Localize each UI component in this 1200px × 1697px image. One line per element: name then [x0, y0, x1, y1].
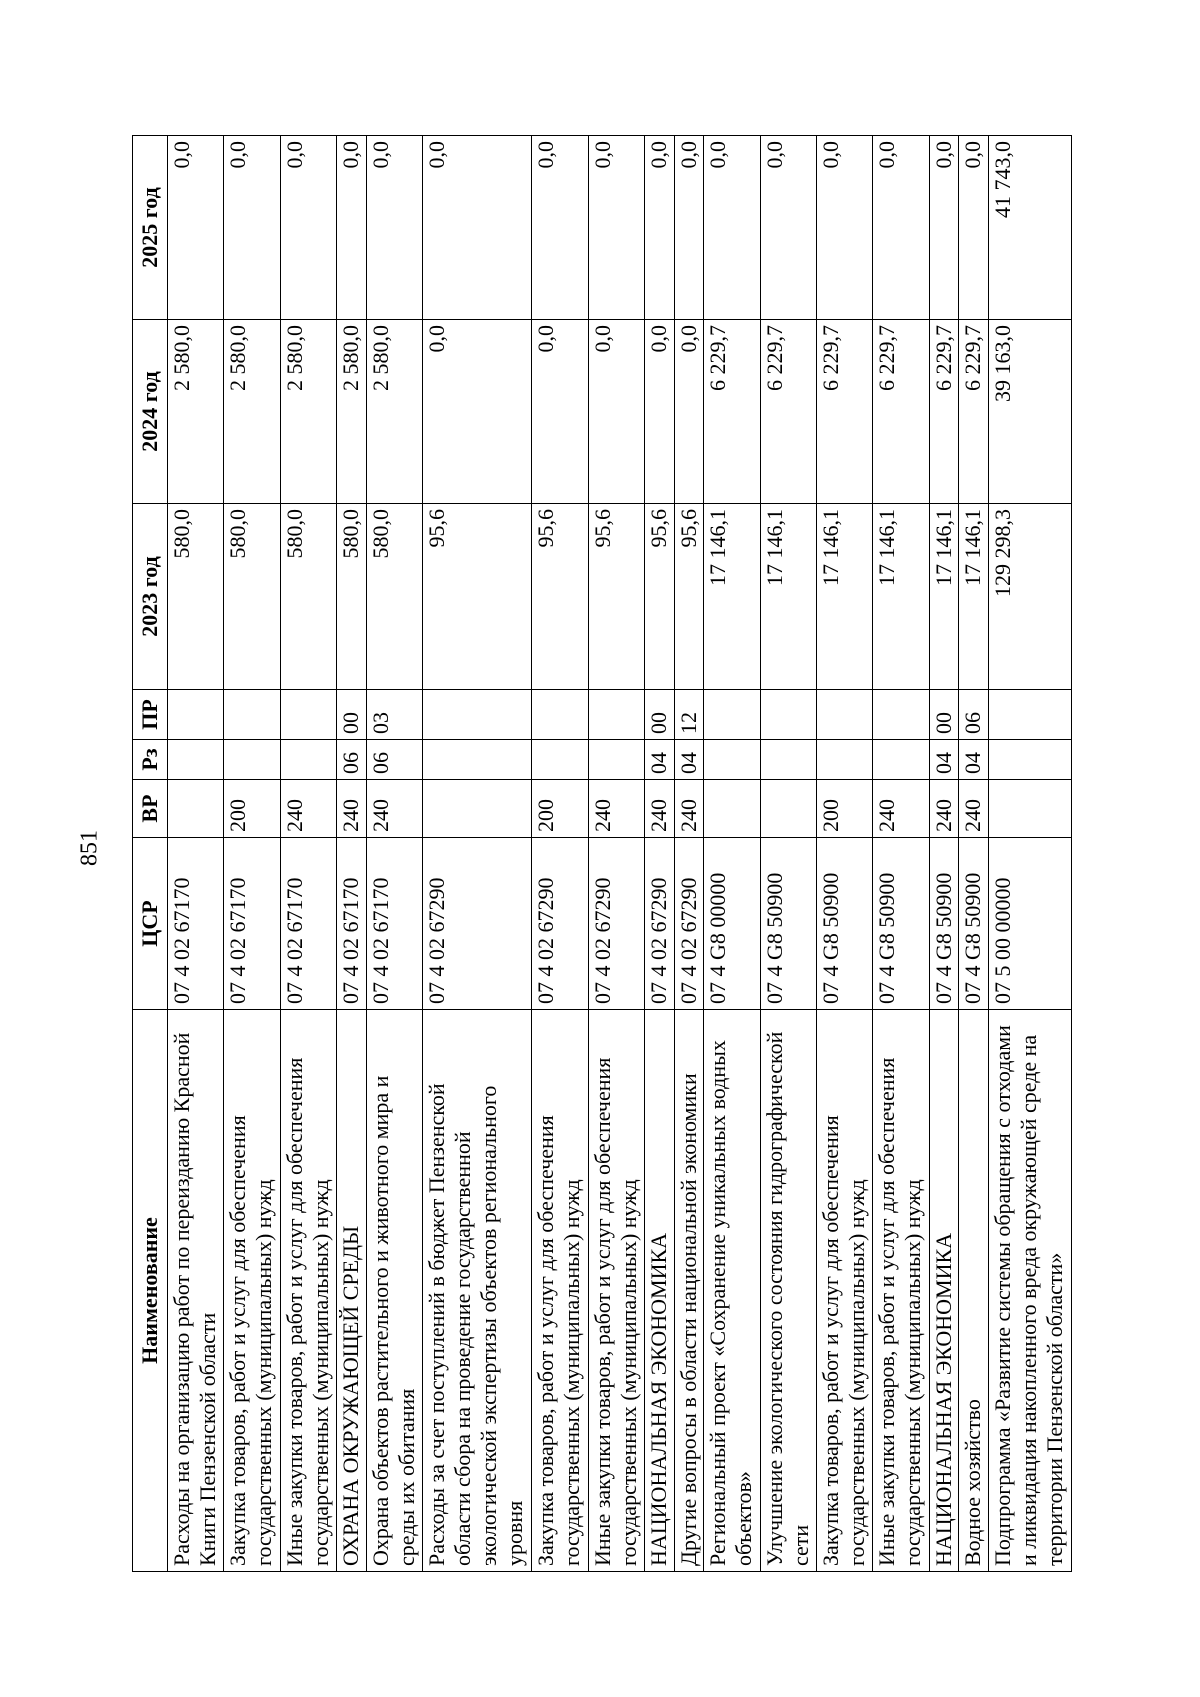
cell-2024: 6 229,7 [959, 320, 989, 504]
table-row [422, 136, 532, 1572]
cell-2025: 0,0 [366, 136, 422, 320]
table-row [366, 136, 422, 1572]
cell-rz [816, 740, 872, 780]
cell-name: Охрана объектов растительного и животного мира и среды их обитания [366, 1010, 422, 1572]
cell-pr [224, 690, 280, 740]
cell-pr [704, 690, 760, 740]
page-number: 851 [76, 830, 103, 866]
header-csr: ЦСР [133, 838, 168, 1010]
cell-csr: 07 4 02 67290 [588, 838, 644, 1010]
cell-2023: 95,6 [645, 504, 675, 690]
cell-2024: 0,0 [422, 320, 532, 504]
cell-pr [168, 690, 224, 740]
cell-csr: 07 4 02 67170 [168, 838, 224, 1010]
cell-2025: 0,0 [674, 136, 704, 320]
cell-pr [588, 690, 644, 740]
cell-pr [816, 690, 872, 740]
cell-2025: 0,0 [280, 136, 336, 320]
cell-rz [588, 740, 644, 780]
cell-2024: 6 229,7 [873, 320, 929, 504]
table-row [588, 136, 644, 1572]
cell-vr: 200 [532, 780, 588, 838]
header-2025: 2025 год [133, 136, 168, 320]
table-header-row [133, 136, 168, 1572]
cell-2023: 17 146,1 [760, 504, 816, 690]
cell-2025: 0,0 [816, 136, 872, 320]
cell-name: Закупка товаров, работ и услуг для обеспечения государственных (муниципальных) нужд [816, 1010, 872, 1572]
cell-rz: 04 [674, 740, 704, 780]
cell-vr [422, 780, 532, 838]
cell-csr: 07 4 G8 50900 [816, 838, 872, 1010]
cell-csr: 07 4 G8 50900 [760, 838, 816, 1010]
cell-2024: 6 229,7 [929, 320, 959, 504]
cell-pr: 00 [336, 690, 366, 740]
cell-pr [873, 690, 929, 740]
cell-name: Расходы за счет поступлений в бюджет Пензенской области сбора на проведение государственной экологической экспертизы объектов регионального уровня [422, 1010, 532, 1572]
cell-2023: 580,0 [224, 504, 280, 690]
table-row [224, 136, 280, 1572]
cell-csr: 07 4 02 67170 [366, 838, 422, 1010]
cell-name: Улучшение экологического состояния гидрографической сети [760, 1010, 816, 1572]
cell-vr: 240 [645, 780, 675, 838]
cell-vr: 200 [816, 780, 872, 838]
cell-pr: 03 [366, 690, 422, 740]
cell-name: НАЦИОНАЛЬНАЯ ЭКОНОМИКА [929, 1010, 959, 1572]
cell-2024: 0,0 [645, 320, 675, 504]
cell-pr: 00 [929, 690, 959, 740]
cell-2023: 95,6 [422, 504, 532, 690]
table-row [988, 136, 1071, 1572]
cell-name: Иные закупки товаров, работ и услуг для обеспечения государственных (муниципальных) нужд [280, 1010, 336, 1572]
cell-name: Другие вопросы в области национальной экономики [674, 1010, 704, 1572]
table-row [674, 136, 704, 1572]
table-row [168, 136, 224, 1572]
cell-pr: 06 [959, 690, 989, 740]
cell-vr [168, 780, 224, 838]
cell-2024: 2 580,0 [168, 320, 224, 504]
cell-2024: 39 163,0 [988, 320, 1071, 504]
cell-name: Иные закупки товаров, работ и услуг для обеспечения государственных (муниципальных) нужд [873, 1010, 929, 1572]
cell-vr: 200 [224, 780, 280, 838]
cell-2025: 0,0 [422, 136, 532, 320]
cell-2024: 6 229,7 [816, 320, 872, 504]
cell-2023: 129 298,3 [988, 504, 1071, 690]
cell-vr: 240 [873, 780, 929, 838]
cell-2025: 0,0 [532, 136, 588, 320]
cell-name: Подпрограмма «Развитие системы обращения с отходами и ликвидация накопленного вреда окружающей среде на территории Пензенской области» [988, 1010, 1071, 1572]
cell-name: Расходы на организацию работ по переизданию Красной Книги Пензенской области [168, 1010, 224, 1572]
cell-pr [760, 690, 816, 740]
cell-2023: 17 146,1 [704, 504, 760, 690]
cell-2024: 0,0 [532, 320, 588, 504]
cell-vr: 240 [280, 780, 336, 838]
cell-2023: 95,6 [532, 504, 588, 690]
cell-2025: 0,0 [224, 136, 280, 320]
cell-2025: 0,0 [588, 136, 644, 320]
cell-rz [532, 740, 588, 780]
header-2024: 2024 год [133, 320, 168, 504]
cell-pr [532, 690, 588, 740]
cell-rz [168, 740, 224, 780]
cell-csr: 07 4 02 67170 [280, 838, 336, 1010]
cell-name: Закупка товаров, работ и услуг для обеспечения государственных (муниципальных) нужд [224, 1010, 280, 1572]
cell-csr: 07 5 00 00000 [988, 838, 1071, 1010]
cell-csr: 07 4 02 67170 [336, 838, 366, 1010]
cell-2023: 580,0 [168, 504, 224, 690]
cell-name: Закупка товаров, работ и услуг для обеспечения государственных (муниципальных) нужд [532, 1010, 588, 1572]
cell-2025: 41 743,0 [988, 136, 1071, 320]
cell-rz [280, 740, 336, 780]
cell-2025: 0,0 [929, 136, 959, 320]
cell-rz: 06 [336, 740, 366, 780]
cell-rz: 04 [959, 740, 989, 780]
cell-vr [988, 780, 1071, 838]
cell-rz [873, 740, 929, 780]
cell-csr: 07 4 G8 50900 [873, 838, 929, 1010]
cell-2025: 0,0 [760, 136, 816, 320]
table-row [929, 136, 959, 1572]
cell-vr: 240 [588, 780, 644, 838]
cell-csr: 07 4 G8 50900 [959, 838, 989, 1010]
cell-name: Иные закупки товаров, работ и услуг для обеспечения государственных (муниципальных) нужд [588, 1010, 644, 1572]
cell-2025: 0,0 [645, 136, 675, 320]
cell-name: ОХРАНА ОКРУЖАЮЩЕЙ СРЕДЫ [336, 1010, 366, 1572]
cell-2023: 17 146,1 [929, 504, 959, 690]
budget-table-container [132, 136, 1072, 1572]
cell-vr: 240 [959, 780, 989, 838]
cell-2023: 580,0 [366, 504, 422, 690]
cell-csr: 07 4 02 67290 [532, 838, 588, 1010]
budget-table [132, 135, 1072, 1572]
cell-pr [422, 690, 532, 740]
cell-rz: 04 [929, 740, 959, 780]
cell-pr: 12 [674, 690, 704, 740]
cell-vr: 240 [674, 780, 704, 838]
cell-rz [422, 740, 532, 780]
table-row [704, 136, 760, 1572]
cell-2024: 6 229,7 [760, 320, 816, 504]
cell-2024: 2 580,0 [280, 320, 336, 504]
table-row [532, 136, 588, 1572]
cell-csr: 07 4 02 67170 [224, 838, 280, 1010]
cell-2023: 17 146,1 [959, 504, 989, 690]
cell-vr [760, 780, 816, 838]
cell-2024: 0,0 [674, 320, 704, 504]
cell-pr [988, 690, 1071, 740]
cell-vr [704, 780, 760, 838]
cell-csr: 07 4 02 67290 [674, 838, 704, 1010]
cell-2023: 95,6 [674, 504, 704, 690]
header-name: Наименование [133, 1010, 168, 1572]
cell-rz [224, 740, 280, 780]
cell-pr: 00 [645, 690, 675, 740]
cell-rz: 06 [366, 740, 422, 780]
cell-2024: 2 580,0 [366, 320, 422, 504]
cell-rz [704, 740, 760, 780]
header-vr: ВР [133, 780, 168, 838]
cell-csr: 07 4 02 67290 [645, 838, 675, 1010]
cell-2025: 0,0 [959, 136, 989, 320]
cell-vr: 240 [336, 780, 366, 838]
cell-csr: 07 4 G8 00000 [704, 838, 760, 1010]
cell-name: Региональный проект «Сохранение уникальных водных объектов» [704, 1010, 760, 1572]
table-row [280, 136, 336, 1572]
cell-name: НАЦИОНАЛЬНАЯ ЭКОНОМИКА [645, 1010, 675, 1572]
cell-2023: 95,6 [588, 504, 644, 690]
cell-2023: 580,0 [336, 504, 366, 690]
cell-rz: 04 [645, 740, 675, 780]
table-row [645, 136, 675, 1572]
cell-name: Водное хозяйство [959, 1010, 989, 1572]
table-row [873, 136, 929, 1572]
table-body [168, 136, 1072, 1572]
cell-vr: 240 [929, 780, 959, 838]
cell-csr: 07 4 G8 50900 [929, 838, 959, 1010]
cell-2023: 17 146,1 [873, 504, 929, 690]
cell-rz [988, 740, 1071, 780]
cell-2025: 0,0 [168, 136, 224, 320]
table-row [760, 136, 816, 1572]
cell-2024: 6 229,7 [704, 320, 760, 504]
cell-2025: 0,0 [336, 136, 366, 320]
cell-2025: 0,0 [873, 136, 929, 320]
cell-csr: 07 4 02 67290 [422, 838, 532, 1010]
cell-2024: 0,0 [588, 320, 644, 504]
cell-2024: 2 580,0 [336, 320, 366, 504]
cell-2024: 2 580,0 [224, 320, 280, 504]
header-2023: 2023 год [133, 504, 168, 690]
header-rz: Рз [133, 740, 168, 780]
cell-rz [760, 740, 816, 780]
table-row [336, 136, 366, 1572]
header-pr: ПР [133, 690, 168, 740]
table-row [816, 136, 872, 1572]
cell-2025: 0,0 [704, 136, 760, 320]
cell-2023: 580,0 [280, 504, 336, 690]
cell-pr [280, 690, 336, 740]
table-row [959, 136, 989, 1572]
cell-2023: 17 146,1 [816, 504, 872, 690]
cell-vr: 240 [366, 780, 422, 838]
